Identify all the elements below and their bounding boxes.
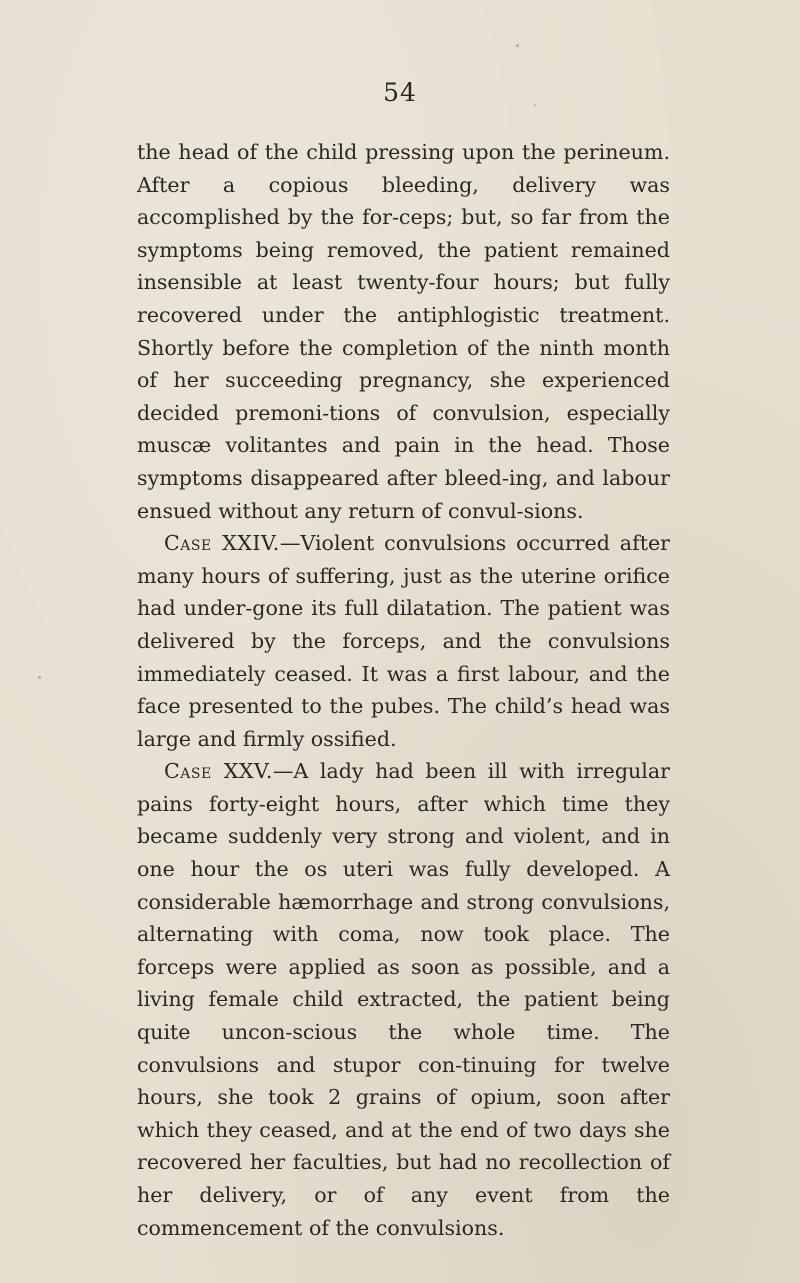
page-number: 54 [383,78,417,107]
paragraph-text: the head of the child pressing upon the perineum. After a copious bleeding, delivery was accomplished by the for-ceps; but, so far from the symptoms being removed, the patient remained insensible at least twenty-four hours; but fully recovered under the antiphlogistic treatment. Shortly before the completion of the ninth month of her succeeding pregnancy, she experienced decided premoni-tions of convulsion, especially muscæ volitantes and pain in the head. Those symptoms disappeared after bleed-ing, and labour ensued without any return of convul-sions. [137,140,670,523]
paragraph-text: —Violent convulsions occurred after many hours of suffering, just as the uterine orifice had under-gone its full dilatation. The patient was delivered by the forceps, and the convulsions immediately ceased. It was a first labour, and the face presented to the pubes. The child’s head was large and firmly ossified. [137,531,671,751]
paragraph-text: —A lady had been ill with irregular pains forty-eight hours, after which time they became suddenly very strong and violent, and in one hour the os uteri was fully developed. A considerable hæmorrhage and strong convulsions, alternating with coma, now took place. The forceps were applied as soon as possible, and a living female child extracted, the patient being quite uncon-scious the whole time. The convulsions and stupor con-tinuing for twelve hours, she took 2 grains of opium, soon after which they ceased, and at the end of two days she recovered her faculties, but had no recollection of her delivery, or of any event from the commencement of the convulsions. [137,759,670,1240]
body-text [137,136,670,1244]
paragraph-case-xxv [137,755,670,1244]
case-heading: Case XXV. [164,759,273,784]
paragraph-continuation [137,136,670,527]
ink-speck [516,44,519,47]
paragraph-case-xxiv [137,527,670,755]
ink-speck [38,676,41,679]
case-heading: Case XXIV. [164,531,280,556]
